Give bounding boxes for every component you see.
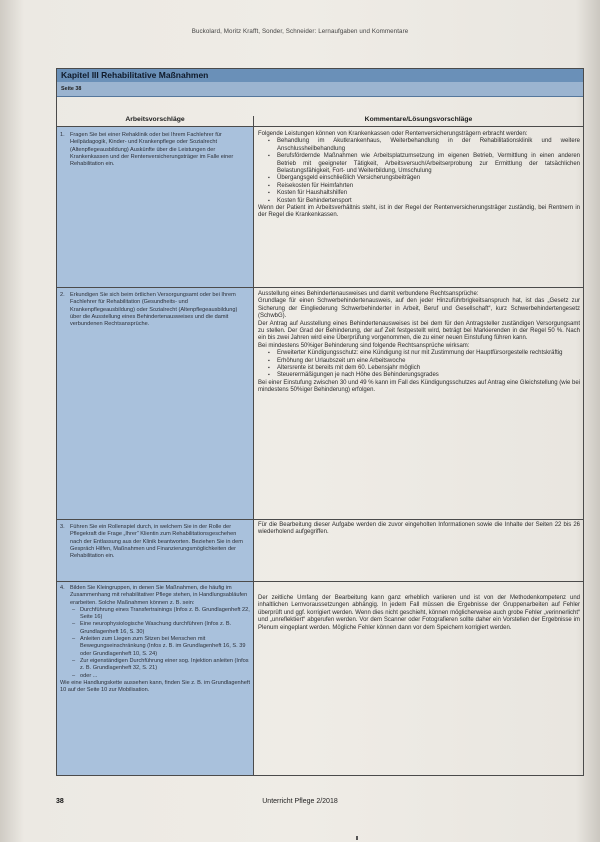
list-item: ▪ Reisekosten für Heimfahrten — [268, 183, 580, 190]
list-item: ▪ Berufsfördernde Maßnahmen wie Arbeitsplatzumsetzung im eigenen Betrieb, Vermittlung in einen anderen Betrieb mit geeigneter Tätigkeit, Arbeitsversuch/Arbeitserprobung zur Ermittlung der tatsächlichen Belastungsfähigkeit, Fort- und Weiterbildung, Umschulung — [268, 153, 580, 175]
list-item: ▪ Erhöhung der Urlaubszeit um eine Arbeitswoche — [268, 358, 580, 365]
list-item: ▪ Übergangsgeld einschließlich Versicherungsbeiträgen — [268, 175, 580, 182]
comment-4 — [258, 595, 580, 632]
task-text: Fragen Sie bei einer Rehaklinik oder bei Ihrem Fachlehrer für Heilpädagogik, Kinder- und Krankenpflege oder Sozialrecht (Altenpflegeausbildung) Auskünfte über die Leistungen der Krankenkassen und der Rentenversicherungsträger im Falle einer Rehabilitation ein. — [70, 132, 234, 168]
list-item: – Eine neurophysiologische Waschung durchführen (Infos z. B. Grundlagenheft 16, S. 30) — [72, 621, 250, 636]
row-divider — [57, 519, 583, 520]
comment-paragraph: Ausstellung eines Behindertenausweises und damit verbundene Rechtsansprüche: — [258, 291, 479, 297]
list-item: ▪ Steuerermäßigungen je nach Höhe des Behinderungsgrades — [268, 372, 580, 379]
task-text: Führen Sie ein Rollenspiel durch, in welchem Sie in der Rolle der Pflegekraft die Frage „Ihrer“ Klientin zum Rehabilitationsgeschehen nach der Entlassung aus der Klinik beantworten. Beziehen Sie in dem Gespräch Hilfen, Maßnahmen und Finanzierungsmöglichkeiten der Rehabilitation ein. — [70, 524, 243, 560]
comment-3 — [258, 522, 580, 537]
comment-paragraph: Der Antrag auf Ausstellung eines Behindertenausweises ist bei dem für den Antragsteller zuständigen Versorgungsamt zu stellen. Der Grad der Behinderung, der auf Zeit festgestellt wird, beträgt bei Markierenden in der Regel 50 %. Nach ein bis zwei Jahren wird eine Überprüfung vorgenommen, die zu einer neuen Einstufung führen kann. — [258, 320, 580, 342]
comment-paragraph: Für die Bearbeitung dieser Aufgabe werden die zuvor eingeholten Informationen sowie die Inhalte der Seiten 22 bis 26 wiederholend aufgegriffen. — [258, 522, 580, 536]
comment-paragraph: Bei einer Einstufung zwischen 30 und 49 % kann im Fall des Kündigungsschutzes auf Antrag eine Gleichstellung (wie bei mindestens 50%iger Behinderung) erfolgen. — [258, 379, 580, 394]
column-divider — [253, 116, 254, 775]
content-table — [56, 68, 584, 776]
binding-mark — [356, 836, 358, 840]
comment-1 — [258, 131, 580, 220]
section-band — [57, 82, 583, 97]
list-item: ▪ Kosten für Behindertensport — [268, 198, 580, 205]
list-item: – Durchführung eines Transfertrainings (Infos z. B. Grundlagenheft 22, Seite 16) — [72, 607, 250, 622]
row-divider — [57, 287, 583, 288]
list-item: – Anleiten zum Liegen zum Sitzen bei Menschen mit Bewegungseinschränkung (Infos z. B. im Grundlagenheft 16, S. 39 oder Grundlagenheft 10, S. 24) — [72, 636, 250, 658]
task-sublist — [72, 607, 250, 680]
running-head: Buckolard, Moritz Krafft, Sonder, Schneider: Lernaufgaben und Kommentare — [191, 28, 409, 35]
task-note: Wie eine Handlungskette aussehen kann, finden Sie z. B. im Grundlagenheft 10 auf der Seite 10 zur Mobilisation. — [60, 679, 250, 694]
task-4 — [60, 585, 250, 694]
list-item: – Zur eigenständigen Durchführung einer sog. Injektion anleiten (Infos z. B. Grundlagenheft 32, S. 21) — [72, 658, 250, 673]
task-number: 4. — [60, 585, 65, 591]
task-text: Erkundigen Sie sich beim örtlichen Versorgungsamt oder bei Ihrem Fachlehrer für Rehabilitation (Gesundheits- und Krankenpflegeausbildung) oder Sozialrecht (Altenpflegeausbildung) über die Ausstellung eines Behindertenausweises und die damit verbundenen Rechtsansprüche. — [70, 292, 238, 328]
list-item: – oder ... — [72, 673, 250, 680]
comment-list — [258, 138, 580, 205]
task-number: 3. — [60, 524, 65, 530]
task-1 — [60, 132, 250, 168]
list-item: ▪ Altersrente ist bereits mit dem 60. Lebensjahr möglich — [268, 365, 580, 372]
column-header-comments: Kommentare/Lösungsvorschläge — [254, 116, 583, 127]
task-3 — [60, 524, 250, 560]
task-number: 1. — [60, 132, 65, 138]
journal-footer: Unterricht Pflege 2/2018 — [262, 798, 338, 805]
comment-paragraph: Der zeitliche Umfang der Bearbeitung kann ganz erheblich variieren und ist von der Methodenkompetenz und inhaltlichen Lernvoraussetzungen abhängig. In jedem Fall müssen die Ergebnisse der Gruppenarbeiten auf Fehler überprüft und ggf. korrigiert werden. Wenn dies nicht geschieht, können möglicherweise auch grobe Fehler „verinnerlicht“ und „unreflektiert“ abgerufen werden. Vor dem Scanner oder Fotografieren sollte daher ein Vorstellen der Ergebnisse im Plenum eingeplant werden. Mögliche Fehler können dann vor dem Speichern korrigiert werden. — [258, 595, 580, 631]
task-number: 2. — [60, 292, 65, 298]
comment-paragraph: Bei mindestens 50%iger Behinderung sind folgende Rechtsansprüche wirksam: — [258, 342, 470, 349]
task-text: Bilden Sie Kleingruppen, in denen Sie Maßnahmen, die häufig im Zusammenhang mit rehabilitativer Pflege stehen, in Handlungsabläufen erarbeiten. Solche Maßnahmen können z. B. sein: — [70, 585, 248, 606]
task-2 — [60, 292, 250, 328]
comment-outro: Wenn der Patient im Arbeitsverhältnis steht, ist in der Regel der Rentenversicherungsträger zuständig, bei Rentnern in der Regel die Krankenkassen. — [258, 205, 580, 219]
chapter-header-bar — [57, 69, 583, 83]
section-label: Seite 38 — [61, 86, 82, 92]
comment-paragraph: Grundlage für einen Schwerbehindertenausweis, auf den jeder Hinzuführbrigkeitsanspruch hat, ist das „Gesetz zur Sicherung der Eingliederung Schwerbehinderter in Arbeit, Beruf und Gesellschaft“, kurz Schwerbehindertengesetz (SchwbG). — [258, 298, 580, 320]
list-item: ▪ Kosten für Haushaltshilfen — [268, 190, 580, 197]
list-item: ▪ Behandlung im Akutkrankenhaus, Weiterbehandlung in der Rehabilitationsklinik und weitere Anschlussheilbehandlung — [268, 138, 580, 153]
list-item: ▪ Erweiterter Kündigungsschutz: eine Kündigung ist nur mit Zustimmung der Hauptfürsorgestelle rechtskräftig — [268, 350, 580, 357]
page-number: 38 — [56, 798, 64, 805]
row-divider — [57, 581, 583, 582]
comment-intro: Folgende Leistungen können von Krankenkassen oder Rentenversicherungsträgern erbracht werden: — [258, 131, 528, 137]
chapter-title: Kapitel III Rehabilitative Maßnahmen — [61, 70, 209, 80]
column-header-tasks: Arbeitsvorschläge — [57, 116, 254, 127]
comment-list — [258, 350, 580, 380]
comment-2 — [258, 291, 580, 395]
